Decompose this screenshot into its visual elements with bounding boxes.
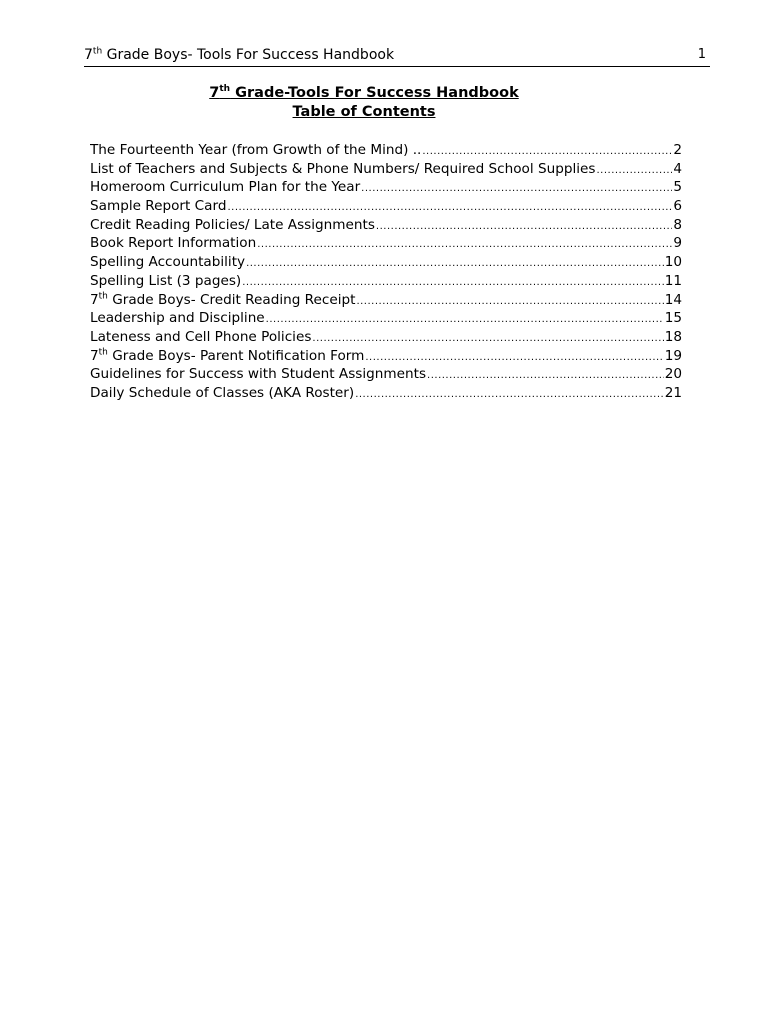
toc-dot-leader — [266, 311, 664, 328]
toc-entry-label-suffix: th — [98, 290, 108, 301]
toc-entry-label: Homeroom Curriculum Plan for the Year — [90, 179, 361, 196]
toc-dot-leader — [227, 199, 672, 216]
toc-entry-page: 8 — [673, 216, 682, 233]
toc-entry-label-suffix: th — [98, 347, 108, 358]
toc-dot-leader — [355, 386, 664, 403]
toc-entry — [90, 160, 682, 179]
handbook-title-number: 7 — [209, 85, 220, 101]
toc-dot-leader — [427, 367, 664, 384]
toc-entry-label: Spelling Accountability — [90, 254, 246, 271]
toc-entry-label: Sample Report Card — [90, 198, 227, 215]
toc-entry — [90, 197, 682, 216]
toc-entry — [90, 365, 682, 384]
toc-entry-page: 5 — [673, 179, 682, 196]
header-title-suffix: th — [92, 46, 103, 57]
toc-entry — [90, 347, 682, 366]
toc-entry-page: 14 — [664, 291, 682, 308]
toc-entry-label: The Fourteenth Year (from Growth of the Mind) .. — [90, 142, 422, 158]
toc-dot-leader — [242, 274, 663, 291]
header-title — [84, 44, 394, 66]
toc-entry — [90, 309, 682, 328]
toc-dot-leader — [257, 236, 672, 253]
toc-entry-page: 21 — [664, 384, 682, 401]
handbook-title — [84, 84, 644, 103]
toc-entry-page: 15 — [664, 310, 682, 327]
header-title-number: 7 — [84, 47, 93, 63]
toc-dot-leader — [312, 330, 663, 347]
toc-entry-label — [90, 347, 365, 366]
toc-entry — [90, 141, 682, 160]
document-title — [84, 84, 644, 122]
toc-entry-label-number: 7 — [90, 347, 99, 364]
toc-entry — [90, 216, 682, 235]
toc-entry-label: Spelling List (3 pages) — [90, 272, 242, 289]
toc-entry-page: 10 — [664, 254, 682, 271]
toc-entry — [90, 234, 682, 253]
toc-entry-page: 6 — [673, 198, 682, 215]
toc-entry-label: Leadership and Discipline — [90, 310, 265, 327]
toc-dot-leader — [422, 143, 672, 160]
page-header — [84, 44, 710, 67]
toc-entry-label: Daily Schedule of Classes (AKA Roster) — [90, 384, 355, 401]
handbook-title-suffix: th — [219, 84, 231, 95]
toc-entry — [90, 384, 682, 403]
toc-dot-leader — [376, 218, 672, 235]
toc-entry — [90, 272, 682, 291]
toc-entry-page: 19 — [664, 347, 682, 364]
toc-entry-label-rest: Grade Boys- Credit Reading Receipt — [107, 291, 356, 308]
page-number: 1 — [697, 47, 706, 62]
toc-entry-label: Book Report Information — [90, 235, 257, 252]
toc-entry — [90, 291, 682, 310]
toc-entry-label — [90, 291, 356, 310]
toc-dot-leader — [596, 162, 672, 179]
toc-entry-label: List of Teachers and Subjects & Phone Numbers/ Required School Supplies — [90, 160, 596, 177]
toc-entry-page: 2 — [673, 142, 682, 158]
toc-heading: Table of Contents — [292, 104, 436, 120]
toc-entry-label-rest: Grade Boys- Parent Notification Form — [107, 347, 365, 364]
toc-dot-leader — [246, 255, 664, 272]
toc-entry — [90, 178, 682, 197]
toc-entry — [90, 253, 682, 272]
toc-entry-label-number: 7 — [90, 291, 99, 308]
toc-entry-label: Lateness and Cell Phone Policies — [90, 328, 312, 345]
toc-dot-leader — [356, 293, 663, 310]
toc-entry-label: Credit Reading Policies/ Late Assignments — [90, 216, 375, 233]
handbook-title-rest: Grade-Tools For Success Handbook — [230, 85, 519, 101]
toc-entry-page: 4 — [673, 160, 682, 177]
toc-dot-leader — [361, 180, 672, 197]
toc-dot-leader — [365, 349, 663, 366]
header-title-rest: Grade Boys- Tools For Success Handbook — [102, 47, 395, 63]
table-of-contents — [90, 141, 682, 403]
toc-entry-label: Guidelines for Success with Student Assignments — [90, 366, 427, 383]
toc-entry-page: 18 — [664, 328, 682, 345]
toc-entry-page: 11 — [664, 272, 682, 289]
toc-entry — [90, 328, 682, 347]
toc-entry-page: 20 — [664, 366, 682, 383]
toc-entry-page: 9 — [673, 235, 682, 252]
